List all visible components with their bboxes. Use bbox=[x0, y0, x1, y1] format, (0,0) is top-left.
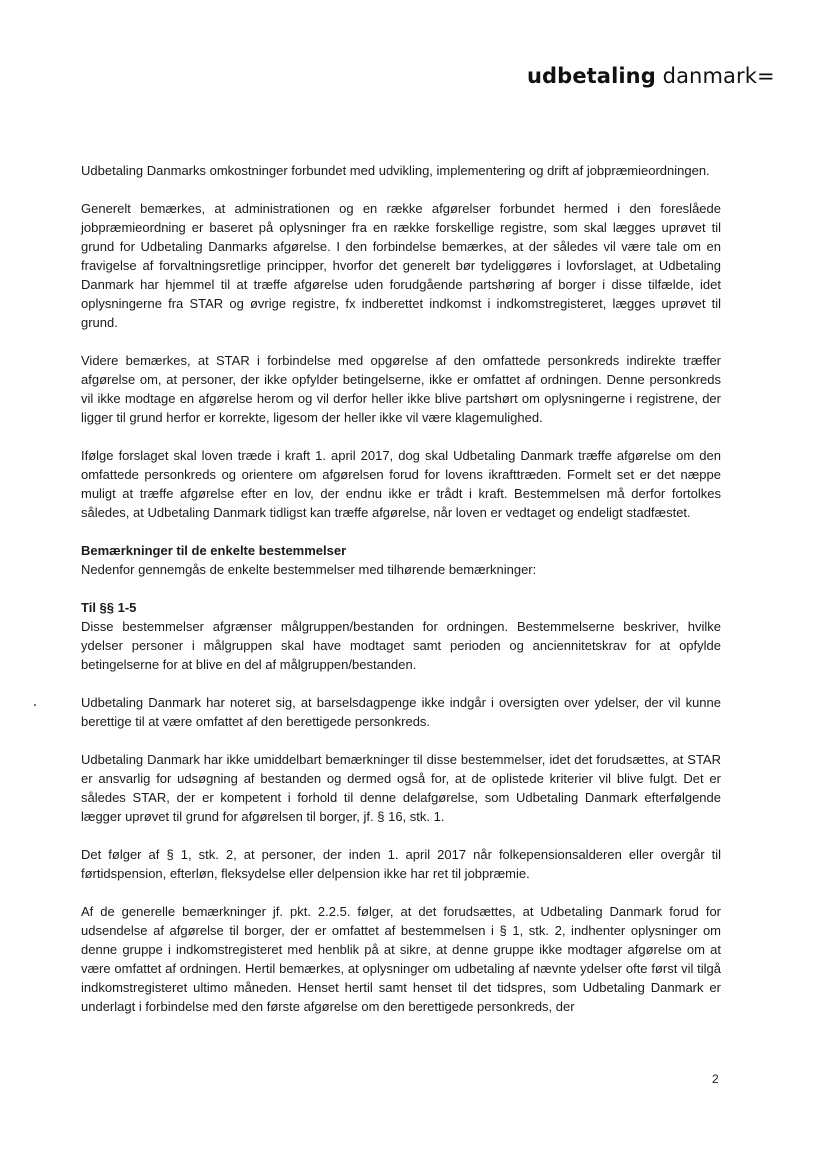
section-intro: Nedenfor gennemgås de enkelte bestemmelser med tilhørende bemærkninger: bbox=[81, 562, 537, 577]
paragraph-general-remarks: Generelt bemærkes, at administrationen og en række afgørelser forbundet hermed i den foreslåede jobpræmieordning er baseret på oplysninger fra en række forskellige registre, som skal lægges uprøvet til grund for Udbetaling Danmarks afgørelse. I den forbindelse bemærkes, at der således vil være tale om en fravigelse af forvaltningsretlige principper, hvorfor det generelt bør tydeliggøres i lovforslaget, at Udbetaling Danmark har hjemmel til at træffe afgørelse uden forudgående partshøring af borger i disse tilfælde, idet oplysningerne fra STAR og øvrige registre, fx indberettet indkomst i indkomstregisteret, lægges uprøvet til grund. bbox=[81, 201, 721, 330]
logo-regular-text: danmark bbox=[662, 64, 757, 88]
subsection-paragraph-star-responsibility: Udbetaling Danmark har ikke umiddelbart bemærkninger til disse bestemmelser, idet det forudsættes, at STAR er ansvarlig for udsøgning af bestanden og dermed også for, at de oplistede kriterier vil blive fulgt. Det er således STAR, der er kompetent i forhold til denne delafgørelse, som Udbetaling Danmark efterfølgende lægger uprøvet til grund for afgørelsen til borger, jf. § 16, stk. 1. bbox=[81, 752, 721, 824]
document-body bbox=[81, 161, 721, 1016]
subsection-paragraph-general-remarks: Af de generelle bemærkninger jf. pkt. 2.2.5. følger, at det forudsættes, at Udbetaling Danmark forud for udsendelse af afgørelse til borger, der er omfattet af bestemmelsen i § 1, stk. 2, indhenter oplysninger om denne gruppe i indkomstregisteret med henblik på at sikre, at denne gruppe ikke modtager afgørelse om at være omfattet af ordningen. Hertil bemærkes, at oplysninger om udbetaling af nævnte ydelser ofte først vil tilgå indkomstregisteret ultimo måneden. Henset hertil samt henset til det tidspres, som Udbetaling Danmark er underlagt i forbindelse med den første afgørelse om den berettigede personkreds, der bbox=[81, 904, 721, 1014]
subsection-heading: Til §§ 1-5 bbox=[81, 600, 137, 615]
margin-mark bbox=[34, 704, 36, 706]
page-number: 2 bbox=[712, 1072, 719, 1086]
logo-mark: = bbox=[756, 64, 775, 88]
paragraph-star-remarks: Videre bemærkes, at STAR i forbindelse med opgørelse af den omfattede personkreds indirekte træffer afgørelse om, at personer, der ikke opfylder betingelserne, ikke er omfattet af ordningen. Denne personkreds vil ikke modtage en afgørelse herom og vil derfor heller ikke blive partshørt om oplysningerne i registrene, der ligger til grund herfor er korrekte, ligesom der heller ikke vil være klagemulighed. bbox=[81, 353, 721, 425]
subsection-paragraph-pension-age: Det følger af § 1, stk. 2, at personer, der inden 1. april 2017 når folkepensionsalderen eller overgår til førtidspension, efterløn, fleksydelse eller delpension ikke har ret til jobpræmie. bbox=[81, 847, 721, 881]
section-heading: Bemærkninger til de enkelte bestemmelser bbox=[81, 543, 347, 558]
logo-bold-text: udbetaling bbox=[527, 64, 656, 88]
subsection-paragraph-scope: Disse bestemmelser afgrænser målgruppen/bestanden for ordningen. Bestemmelserne beskriver, hvilke ydelser personer i målgruppen skal have modtaget samt perioden og anciennitetskrav for at opfylde betingelserne for at blive en del af målgruppen/bestanden. bbox=[81, 619, 721, 672]
udbetaling-danmark-logo bbox=[527, 64, 775, 88]
subsection-paragraph-parental-benefit: Udbetaling Danmark har noteret sig, at barselsdagpenge ikke indgår i oversigten over ydelser, der vil kunne berettige til at være omfattet af den berettigede personkreds. bbox=[81, 695, 721, 729]
paragraph-effective-date: Ifølge forslaget skal loven træde i kraft 1. april 2017, dog skal Udbetaling Danmark træffe afgørelse om den omfattede personkreds og orientere om afgørelsen forud for lovens ikrafttræden. Formelt set er det næppe muligt at træffe afgørelse efter en lov, der endnu ikke er trådt i kraft. Bestemmelsen må derfor fortolkes således, at Udbetaling Danmark tidligst kan træffe afgørelse, når loven er vedtaget og endeligt stadfæstet. bbox=[81, 448, 721, 520]
paragraph-costs: Udbetaling Danmarks omkostninger forbundet med udvikling, implementering og drift af jobpræmieordningen. bbox=[81, 163, 710, 178]
